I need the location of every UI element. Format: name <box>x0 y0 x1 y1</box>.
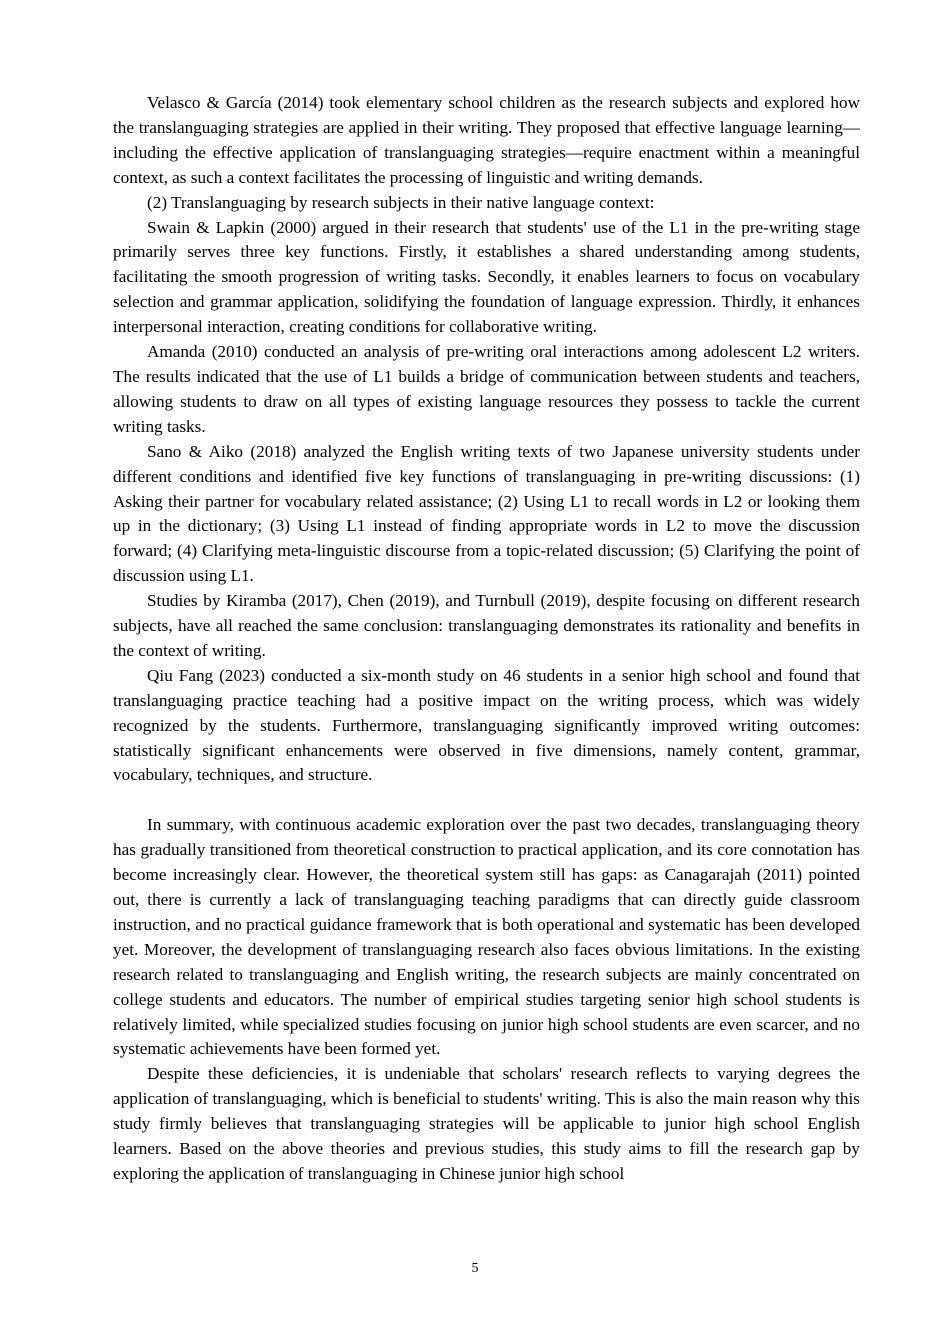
paragraph-swain-lapkin: Swain & Lapkin (2000) argued in their research that students' use of the L1 in the pre-writing stage primarily serves three key functions. Firstly, it establishes a shared understanding among students, facilitating the smooth progression of writing tasks. Secondly, it enables learners to focus on vocabulary selection and grammar application, solidifying the foundation of language expression. Thirdly, it enhances interpersonal interaction, creating conditions for collaborative writing. <box>113 217 860 337</box>
page-number: 5 <box>471 1261 479 1276</box>
paragraph-amanda: Amanda (2010) conducted an analysis of pre-writing oral interactions among adolescent L2 writers. The results indicated that the use of L1 builds a bridge of communication between students and teachers, allowing students to draw on all types of existing language resources they possess to tackle the current writing tasks. <box>113 342 860 436</box>
paragraph-summary: In summary, with continuous academic exploration over the past two decades, translanguaging theory has gradually transitioned from theoretical construction to practical application, and its core connotation has become increasingly clear. However, the theoretical system still has gaps: as Canagarajah (2011) pointed out, there is currently a lack of translanguaging teaching paradigms that can directly guide classroom instruction, and no practical guidance framework that is both operational and systematic has been developed yet. Moreover, the development of translanguaging research also faces obvious limitations. In the existing research related to translanguaging and English writing, the research subjects are mainly concentrated on college students and educators. The number of empirical studies targeting senior high school students is relatively limited, while specialized studies focusing on junior high school students are even scarcer, and no systematic achievements have been formed yet. <box>113 815 860 1059</box>
paragraph-sano-aiko: Sano & Aiko (2018) analyzed the English writing texts of two Japanese university students under different conditions and identified five key functions of translanguaging in pre-writing discussions: (1) Asking their partner for vocabulary related assistance; (2) Using L1 to recall words in L2 or looking them up in the dictionary; (3) Using L1 instead of finding appropriate words in L2 to move the discussion forward; (4) Clarifying meta-linguistic discourse from a topic-related discussion; (5) Clarifying the point of discussion using L1. <box>113 441 860 586</box>
paragraph-spacer <box>113 788 860 813</box>
paragraph-velasco-garcia: Velasco & García (2014) took elementary school children as the research subjects and explored how the translanguaging strategies are applied in their writing. They proposed that effective language learning—including the effective application of translanguaging strategies—require enactment within a meaningful context, as such a context facilitates the processing of linguistic and writing demands. <box>113 93 860 187</box>
paragraph-kiramba-chen-turnbull: Studies by Kiramba (2017), Chen (2019), and Turnbull (2019), despite focusing on different research subjects, have all reached the same conclusion: translanguaging demonstrates its rationality and benefits in the context of writing. <box>113 591 860 660</box>
paragraph-native-language-heading: (2) Translanguaging by research subjects in their native language context: <box>147 192 655 212</box>
paragraph-qiu-fang: Qiu Fang (2023) conducted a six-month study on 46 students in a senior high school and found that translanguaging practice teaching had a positive impact on the writing process, which was widely recognized by the students. Furthermore, translanguaging significantly improved writing outcomes: statistically significant enhancements were observed in five dimensions, namely content, grammar, vocabulary, techniques, and structure. <box>113 665 860 785</box>
paragraph-deficiencies: Despite these deficiencies, it is undeniable that scholars' research reflects to varying degrees the application of translanguaging, which is beneficial to students' writing. This is also the main reason why this study firmly believes that translanguaging strategies will be applicable to junior high school English learners. Based on the above theories and previous studies, this study aims to fill the research gap by exploring the application of translanguaging in Chinese junior high school <box>113 1064 860 1183</box>
body-text <box>113 91 860 1187</box>
